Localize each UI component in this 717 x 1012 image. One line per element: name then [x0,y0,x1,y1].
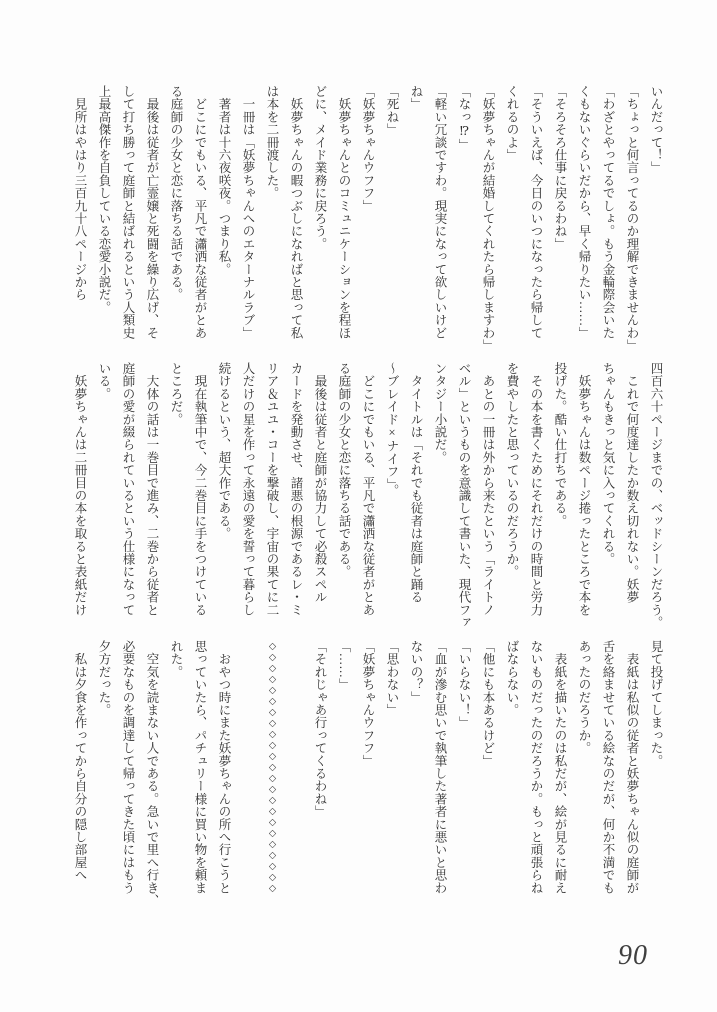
text-column: 「思わない」 [385,640,399,717]
text-column: 私は夕食を作ってから自分の隠し部屋へ [73,640,87,882]
text-column: 著者は十六夜咲夜。つまり私。 [217,85,231,276]
text-column: ～ブレイド×ナイフ」。 [385,362,399,497]
text-column: 大体の話は一巻目で進み、二巻から従者と [145,362,159,616]
text-column: くもないぐらいだから、早く帰りたい……」 [577,85,591,339]
text-column: 四百六十ページまでの、ベッドシーンだろう。 [649,362,663,629]
text-column: 最後は従者と庭師が協力して必殺スペル [313,362,327,604]
scene-divider: ◇◇◇◇◇◇◇◇◇◇◇◇◇◇◇◇◇◇◇◇◇◇◇ [267,641,277,894]
text-column: 「なっ⁉」 [457,85,471,151]
text-column: 妖夢ちゃんの暇つぶしになればと思って私 [289,85,303,339]
text-column: る庭師の少女と恋に落ちる話である。 [337,362,351,578]
text-column: カードを発動させ、諸悪の根源であるレ・ミ [289,362,303,616]
text-column: 必要なものを調達して帰ってきた頃にはもう [121,640,135,894]
text-column: 妖夢ちゃんは数ページ捲ったところで本を [577,362,591,616]
page-number: 90 [618,940,648,971]
text-column: 「妖夢ちゃんウフフ」 [361,85,375,212]
text-band-middle [68,362,668,632]
text-column: おやつ時にまた妖夢ちゃんの所へ行こうと [217,640,231,894]
text-column: 「わざとやってるでしょ。もう金輪際会いた [601,85,615,339]
text-column: は本を二冊渡した。 [265,85,279,200]
text-column: を費やしたと思っているのだろうか。 [505,362,519,578]
text-column: 投げた。酷い仕打ちである。 [553,362,567,528]
text-column: 妖夢ちゃんは二冊目の本を取ると表紙だけ [73,362,87,616]
text-column: 表紙は私似の従者と妖夢ちゃん似の庭師が [625,640,639,894]
text-column: 舌を絡ませている絵なのだが、何か不満でも [601,640,615,894]
text-column: 上最高傑作を自負している恋愛小説だ。 [97,85,111,314]
text-column: ないものだったのだろうか。もっと頑張らね [529,640,543,894]
text-column: いんだって！」 [649,85,663,174]
text-column: 見所はやはり三百九十八ページから [73,85,87,301]
text-band-top [68,85,668,355]
text-column: 空気を読まない人である。急いで里へ行き、 [145,640,159,907]
text-column: 表紙を描いたのは私だが、絵が見るに耐え [553,640,567,894]
text-column: 続けるという、超大作である。 [217,362,231,540]
text-column: ベル」というものを意識して書いた、現代ファ [457,362,471,629]
text-column: して打ち勝って庭師と結ばれるという人類史 [121,85,135,339]
text-column: 夕方だった。 [97,640,111,717]
text-column: 妖夢ちゃんとのコミュニケーションを程ほ [337,85,351,339]
text-column [236,640,260,910]
text-column: ところだ。 [169,362,183,426]
text-column: 人だけの星を作って永遠の愛を誓って暮らし [241,362,255,616]
text-column: 庭師の愛が綴られているという仕様になって [121,362,135,616]
text-column: 「他にも本あるけど」 [481,640,495,767]
text-column: その本を書くためにそれだけの時間と労力 [529,362,543,616]
text-column: タイトルは「それでも従者は庭師と踊る [409,362,423,604]
text-column: リア＆ユユ・コーを撃破し、宇宙の果てに二 [265,362,279,616]
text-column: れた。 [169,640,183,679]
text-column: ないの？」 [409,640,423,704]
text-band-bottom [68,640,668,910]
text-column: 「そろそろ仕事に戻るわね」 [553,85,567,251]
text-column: 「いらない！」 [457,640,471,729]
text-column [284,640,308,910]
text-column: 「……」 [337,640,351,691]
text-column: 一冊は「妖夢ちゃんへのエターナルラブ」 [241,85,255,339]
text-column: これで何度達したか数え切れない。妖夢 [625,362,639,604]
text-column: ちゃんもきっと気に入ってくれる。 [601,362,615,566]
text-column: ね」 [409,85,423,111]
text-column: どこにでもいる、平凡で瀟洒な従者がとあ [193,85,207,339]
text-column: 最後は従者が亡霊嬢と死闘を繰り広げ、そ [145,85,159,339]
text-column: 「軽い冗談ですわ。現実になって欲しいけど [433,85,447,339]
text-column: 「血が滲む思いで執筆した著者に悪いと思わ [433,640,447,894]
text-column: くれるのよ」 [505,85,519,162]
text-column: 「それじゃあ行ってくるわね」 [313,640,327,818]
text-column: 思っていたら、パチュリー様に買い物を頼ま [193,640,207,894]
text-column: 「そういえば、今日のいつになったら帰して [529,85,543,339]
text-column: どこにでもいる、平凡で瀟洒な従者がとあ [361,362,375,616]
text-column: 「妖夢ちゃんウフフ」 [361,640,375,767]
text-column: どに、メイド業務に戻ろう。 [313,85,327,251]
text-column: 現在執筆中で、今二巻目に手をつけている [193,362,207,616]
text-column: 「妖夢ちゃんが結婚してくれたら帰しますわ」 [481,85,495,352]
text-column: ンタジー小説だ。 [433,362,447,464]
text-column: 見て投げてしまった。 [649,640,663,767]
text-column: 「ちょっと何言ってるのか理解できませんわ」 [625,85,639,352]
text-column: ばならない。 [505,640,519,717]
text-column: いる。 [97,362,111,401]
text-column: あとの一冊は外から来たという「ライトノ [481,362,495,616]
text-column: 「死ね」 [385,85,399,136]
text-column: る庭師の少女と恋に落ちる話である。 [169,85,183,301]
text-column: あったのだろうか。 [577,640,591,755]
